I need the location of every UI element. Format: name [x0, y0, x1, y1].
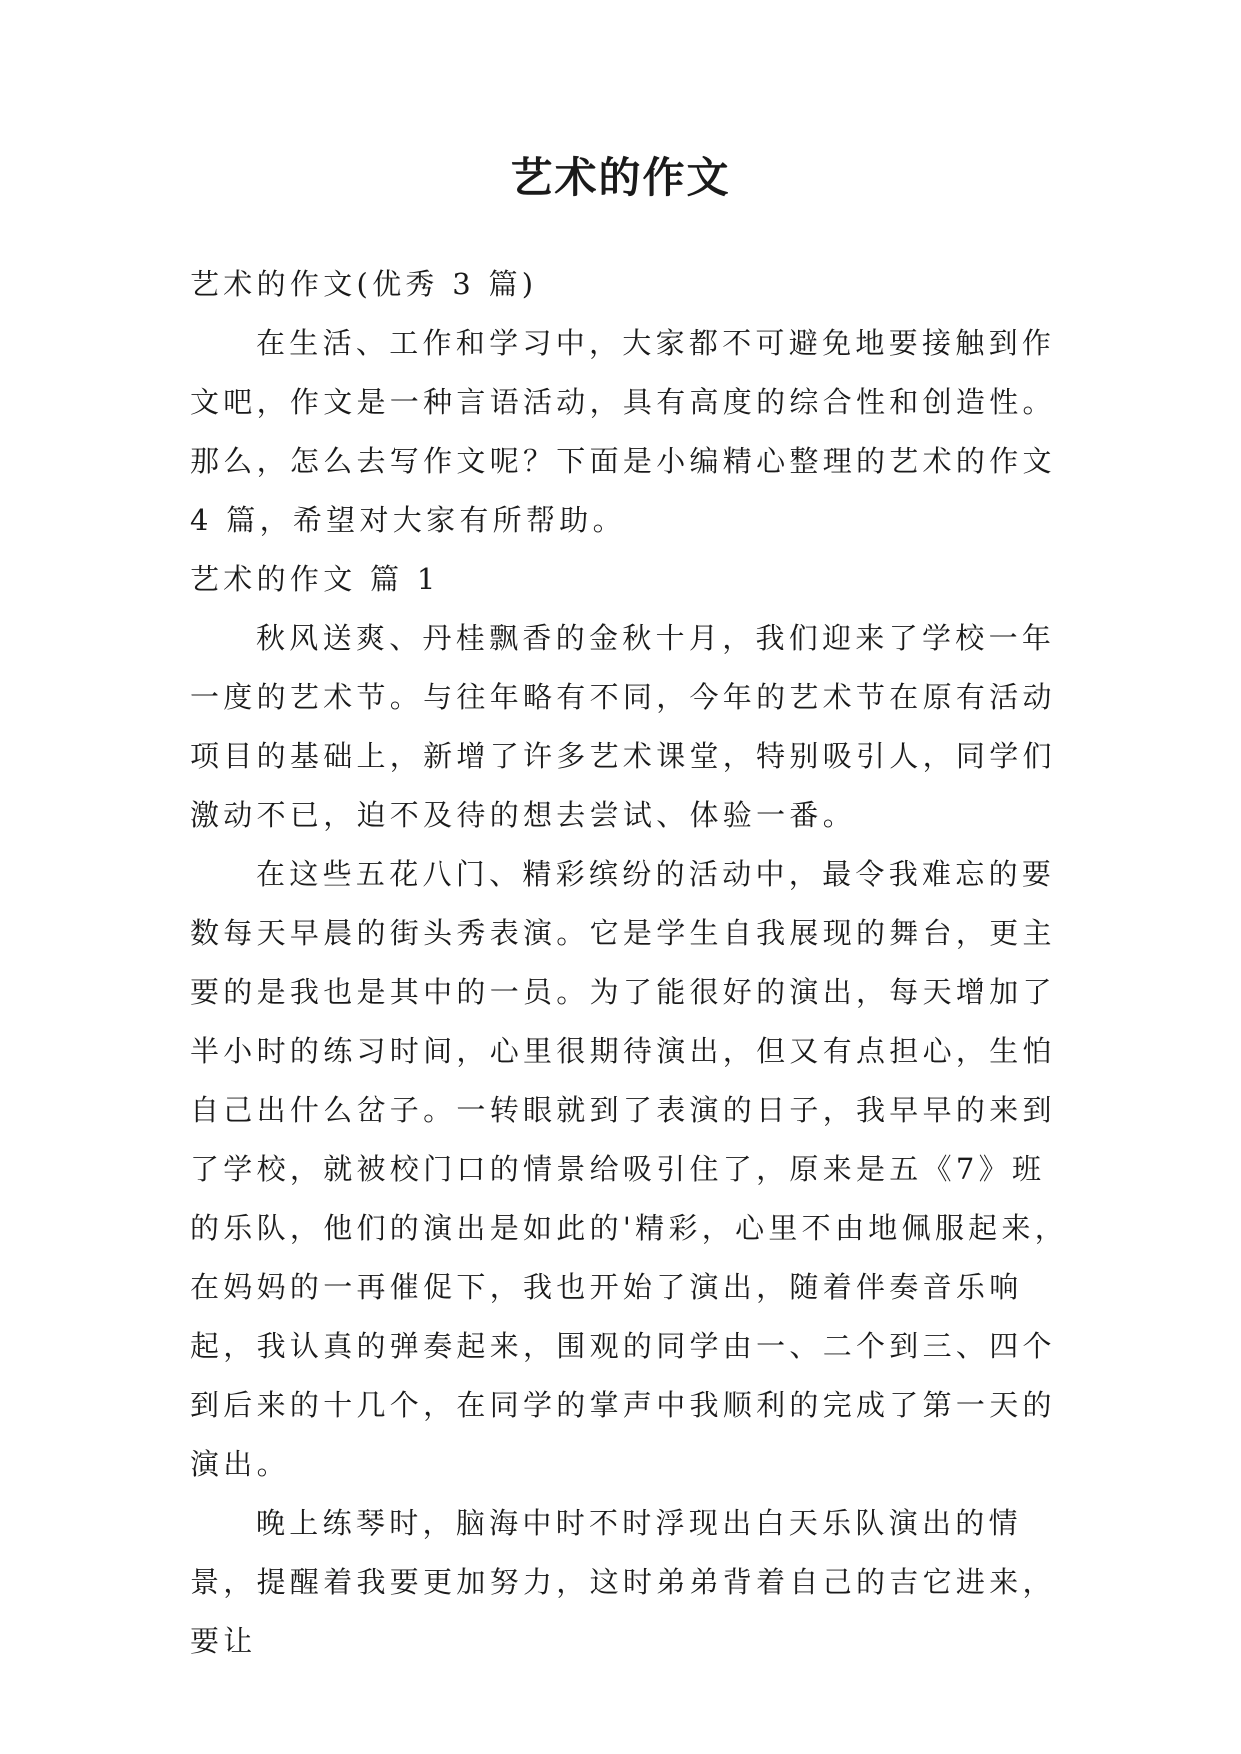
section-heading: 艺术的作文 篇 1	[190, 562, 440, 596]
document-subtitle: 艺术的作文(优秀 3 篇)	[190, 267, 538, 301]
intro-paragraph: 在生活、工作和学习中，大家都不可避免地要接触到作文吧，作文是一种言语活动，具有高度的综合性和创造性。那么，怎么去写作文呢？下面是小编精心整理的艺术的作文 4 篇，希望对大家有所帮助。	[190, 326, 1056, 537]
body-paragraph: 秋风送爽、丹桂飘香的金秋十月，我们迎来了学校一年一度的艺术节。与往年略有不同，今年的艺术节在原有活动项目的基础上，新增了许多艺术课堂，特别吸引人，同学们激动不已，迫不及待的想去尝试、体验一番。	[190, 621, 1056, 832]
body-paragraph: 晚上练琴时，脑海中时不时浮现出白天乐队演出的情景，提醒着我要更加努力，这时弟弟背着自己的吉它进来，要让	[190, 1506, 1056, 1658]
body-paragraph: 在这些五花八门、精彩缤纷的活动中，最令我难忘的要数每天早晨的街头秀表演。它是学生自我展现的舞台，更主要的是我也是其中的一员。为了能很好的演出，每天增加了半小时的练习时间，心里很期待演出，但又有点担心，生怕自己出什么岔子。一转眼就到了表演的日子，我早早的来到了学校，就被校门口的情景给吸引住了，原来是五《7》班的乐队，他们的演出是如此的'精彩，心里不由地佩服起来，在妈妈的一再催促下，我也开始了演出，随着伴奏音乐响起，我认真的弹奏起来，围观的同学由一、二个到三、四个到后来的十几个，在同学的掌声中我顺利的完成了第一天的演出。	[190, 857, 1069, 1481]
document-title: 艺术的作文	[510, 153, 731, 202]
document-body	[190, 255, 1070, 1671]
